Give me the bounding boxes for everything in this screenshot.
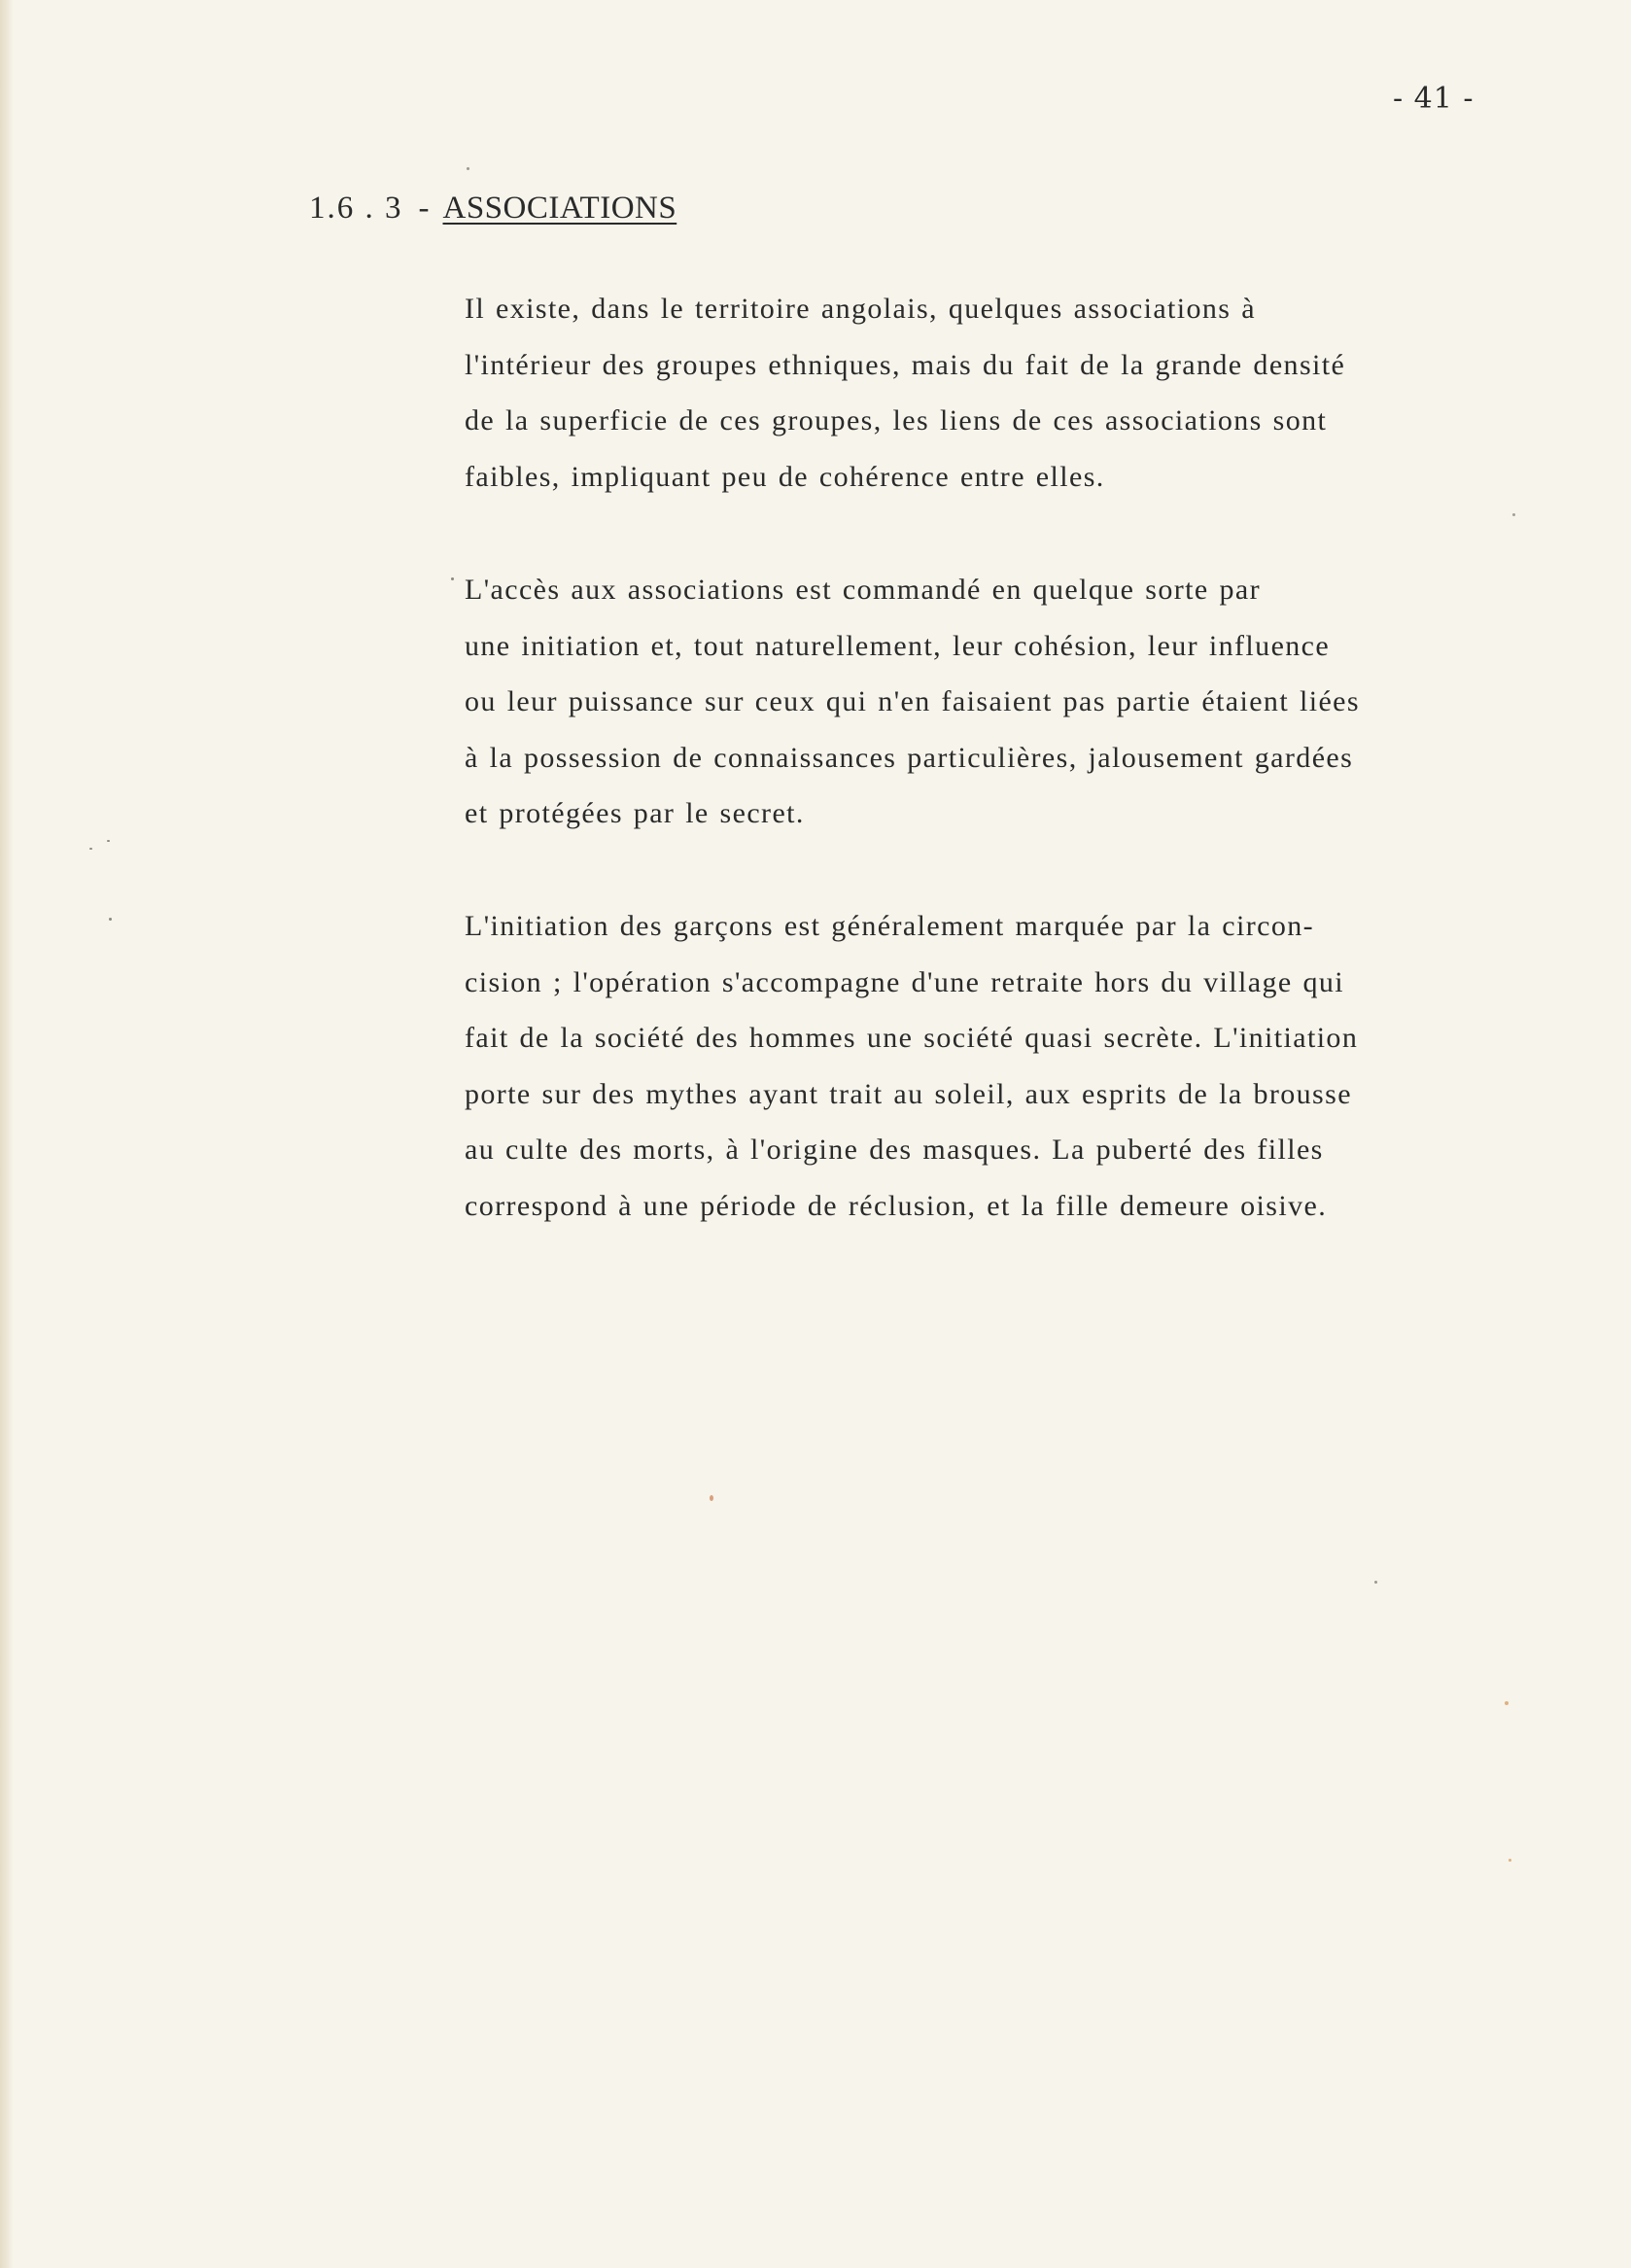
- text-line: fait de la société des hommes une société quasi secrète. L'initiation: [465, 1022, 1359, 1055]
- text-line: faibles, impliquant peu de cohérence entre elles.: [465, 460, 1105, 493]
- page-number: - 41 -: [1393, 82, 1475, 116]
- section-heading: [309, 191, 677, 227]
- scan-speck: [1512, 513, 1515, 516]
- paragraph-initiation: [465, 898, 1612, 1235]
- text-line: L'initiation des garçons est généralement marquée par la circon-: [465, 910, 1315, 942]
- text-line: l'intérieur des groupes ethniques, mais du fait de la grande densité: [465, 348, 1346, 381]
- section-number: 1.6 . 3: [309, 191, 403, 226]
- text-line: une initiation et, tout naturellement, leur cohésion, leur influence: [465, 629, 1331, 662]
- text-line: ou leur puissance sur ceux qui n'en faisaient pas partie étaient liées: [465, 685, 1360, 718]
- scan-speck: [1505, 1701, 1509, 1705]
- text-line: Il existe, dans le territoire angolais, quelques associations à: [465, 293, 1256, 325]
- scan-speck: [89, 848, 92, 850]
- text-line: L'accès aux associations est commandé en quelque sorte par: [465, 574, 1262, 606]
- text-line: correspond à une période de réclusion, et la fille demeure oisive.: [465, 1189, 1328, 1222]
- scan-speck: [107, 840, 110, 842]
- scan-speck: [710, 1495, 713, 1501]
- text-line: cision ; l'opération s'accompagne d'une retraite hors du village qui: [465, 965, 1345, 998]
- text-line: au culte des morts, à l'origine des masques. La puberté des filles: [465, 1134, 1324, 1167]
- scan-speck: [451, 577, 454, 580]
- text-line: à la possession de connaissances particulières, jalousement gardées: [465, 741, 1354, 774]
- text-line: porte sur des mythes ayant trait au soleil, aux esprits de la brousse: [465, 1077, 1352, 1110]
- section-separator: -: [418, 191, 430, 226]
- scan-speck: [1509, 1859, 1511, 1862]
- text-line: de la superficie de ces groupes, les liens de ces associations sont: [465, 404, 1328, 437]
- paragraph-associations-intro: [465, 281, 1612, 505]
- scan-speck: [1374, 1581, 1377, 1584]
- paragraph-access: [465, 562, 1612, 842]
- page-edge-shadow: [0, 0, 14, 2268]
- text-line: et protégées par le secret.: [465, 797, 805, 830]
- section-title: ASSOCIATIONS: [442, 191, 677, 226]
- scan-speck: [467, 167, 469, 170]
- scan-speck: [109, 918, 112, 921]
